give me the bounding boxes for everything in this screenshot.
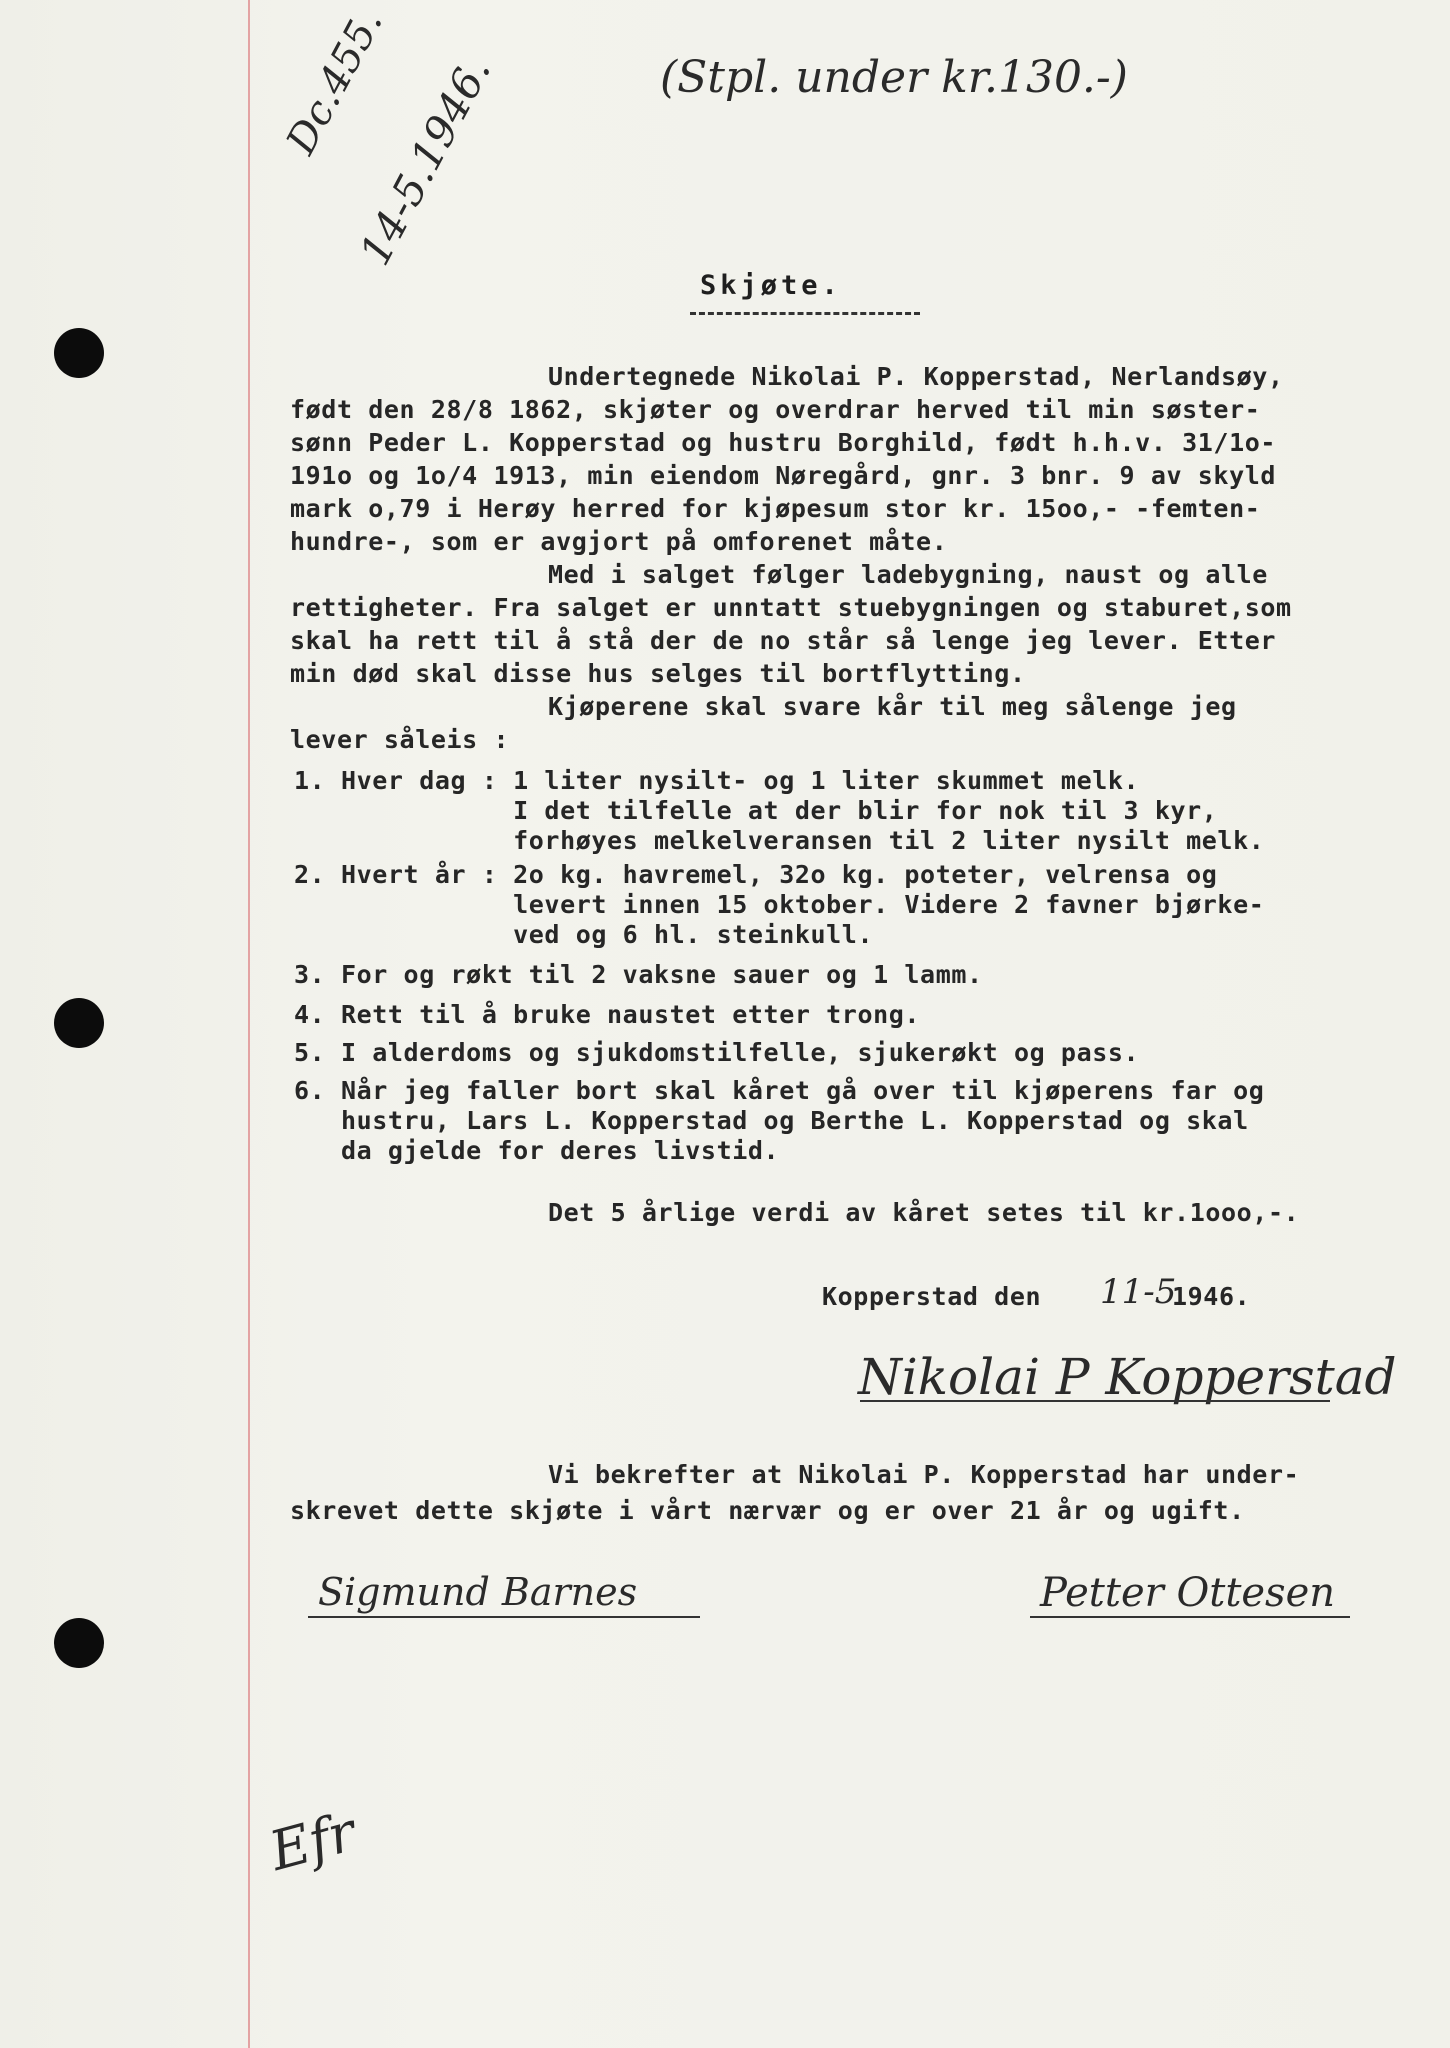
intro-line: lever såleis : bbox=[290, 725, 510, 754]
condition-item-line: 6. Når jeg faller bort skal kåret gå over til kjøperens far og bbox=[294, 1076, 1265, 1105]
title-underline bbox=[690, 312, 920, 315]
place-date-label: Kopperstad den bbox=[822, 1282, 1042, 1311]
witness-signature-right: Petter Ottesen bbox=[1040, 1570, 1336, 1616]
witness-line-left bbox=[308, 1616, 700, 1618]
condition-item-line: levert innen 15 oktober. Videre 2 favner bjørke- bbox=[294, 890, 1265, 919]
intro-line: rettigheter. Fra salget er unntatt stuebygningen og staburet,som bbox=[290, 593, 1292, 622]
witness-line-right bbox=[1030, 1616, 1350, 1618]
intro-line: Med i salget følger ladebygning, naust og alle bbox=[548, 560, 1268, 589]
intro-line: født den 28/8 1862, skjøter og overdrar herved til min søster- bbox=[290, 395, 1261, 424]
intro-line: skal ha rett til å stå der de no står så lenge jeg lever. Etter bbox=[290, 626, 1277, 655]
journal-number: Dc.455. bbox=[278, 2, 392, 162]
seller-signature: Nikolai P Kopperstad bbox=[858, 1348, 1397, 1406]
initials: Efr bbox=[263, 1800, 362, 1883]
punch-hole bbox=[54, 1618, 104, 1668]
year: 1946. bbox=[1172, 1282, 1251, 1311]
condition-item-line: da gjelde for deres livstid. bbox=[294, 1136, 780, 1165]
condition-item-line: hustru, Lars L. Kopperstad og Berthe L. Kopperstad og skal bbox=[294, 1106, 1249, 1135]
stamp-duty-note: (Stpl. under kr.130.-) bbox=[660, 52, 1128, 103]
condition-item-line: I det tilfelle at der blir for nok til 3 kyr, bbox=[294, 796, 1218, 825]
journal-date: 14-5.1946. bbox=[350, 48, 501, 274]
intro-line: Kjøperene skal svare kår til meg sålenge jeg bbox=[548, 692, 1237, 721]
intro-line: sønn Peder L. Kopperstad og hustru Borghild, født h.h.v. 31/1o- bbox=[290, 428, 1277, 457]
margin-line bbox=[248, 0, 250, 2048]
witness-signature-left: Sigmund Barnes bbox=[318, 1570, 638, 1614]
condition-item-line: 2. Hvert år : 2o kg. havremel, 32o kg. poteter, velrensa og bbox=[294, 860, 1218, 889]
document-title: Skjøte. bbox=[700, 270, 842, 301]
intro-line: min død skal disse hus selges til bortflytting. bbox=[290, 659, 1026, 688]
condition-item-line: forhøyes melkelveransen til 2 liter nysilt melk. bbox=[294, 826, 1265, 855]
punch-hole bbox=[54, 328, 104, 378]
intro-line: Undertegnede Nikolai P. Kopperstad, Nerlandsøy, bbox=[548, 362, 1284, 391]
witness-line: skrevet dette skjøte i vårt nærvær og er over 21 år og ugift. bbox=[290, 1496, 1245, 1525]
intro-line: mark o,79 i Herøy herred for kjøpesum stor kr. 15oo,- -femten- bbox=[290, 494, 1261, 523]
value-statement: Det 5 årlige verdi av kåret setes til kr.1ooo,-. bbox=[548, 1198, 1300, 1227]
signature-line bbox=[860, 1400, 1330, 1402]
intro-line: hundre-, som er avgjort på omforenet måte. bbox=[290, 527, 948, 556]
intro-line: 191o og 1o/4 1913, min eiendom Nøregård, gnr. 3 bnr. 9 av skyld bbox=[290, 461, 1277, 490]
condition-item-line: ved og 6 hl. steinkull. bbox=[294, 920, 874, 949]
witness-line: Vi bekrefter at Nikolai P. Kopperstad har under- bbox=[548, 1460, 1300, 1489]
condition-item-line: 4. Rett til å bruke naustet etter trong. bbox=[294, 1000, 921, 1029]
punch-hole bbox=[54, 998, 104, 1048]
date-handwritten: 11-5 bbox=[1100, 1272, 1177, 1312]
condition-item-line: 1. Hver dag : 1 liter nysilt- og 1 liter skummet melk. bbox=[294, 766, 1140, 795]
condition-item-line: 3. For og røkt til 2 vaksne sauer og 1 lamm. bbox=[294, 960, 983, 989]
condition-item-line: 5. I alderdoms og sjukdomstilfelle, sjukerøkt og pass. bbox=[294, 1038, 1140, 1067]
